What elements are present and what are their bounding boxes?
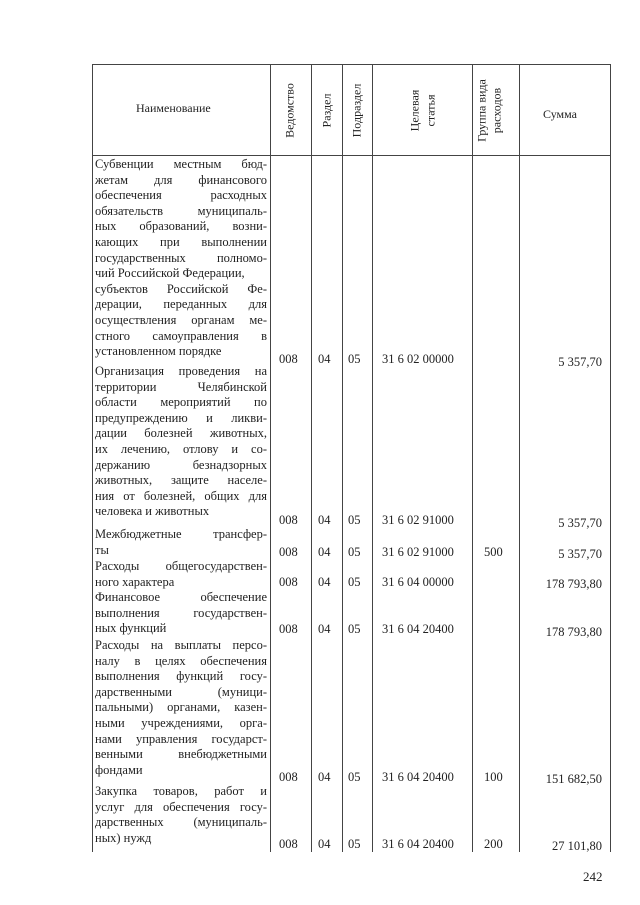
header-group-line1: Группа вида bbox=[474, 79, 489, 142]
row-section: 04 bbox=[318, 622, 331, 636]
name-line: стного самоуправления в bbox=[95, 328, 267, 343]
col-border-left bbox=[92, 64, 93, 852]
name-line: чий Российской Федерации, bbox=[95, 266, 245, 281]
header-name: Наименование bbox=[136, 101, 211, 115]
name-line: дации болезней животных, bbox=[95, 426, 267, 441]
row-group: 100 bbox=[484, 770, 503, 784]
row-dept: 008 bbox=[279, 545, 298, 559]
row-dept: 008 bbox=[279, 575, 298, 589]
row-dept: 008 bbox=[279, 837, 298, 851]
row-dept: 008 bbox=[279, 513, 298, 527]
name-line: области мероприятий по bbox=[95, 395, 267, 410]
row-section: 04 bbox=[318, 575, 331, 589]
row-section: 04 bbox=[318, 352, 331, 366]
row-subsection: 05 bbox=[348, 545, 361, 559]
name-line: человека и животных bbox=[95, 504, 210, 519]
name-line: налу в целях обеспечения bbox=[95, 653, 267, 668]
col-border-section bbox=[342, 64, 343, 852]
name-line: выполнения государствен- bbox=[95, 605, 267, 620]
row-target: 31 6 04 00000 bbox=[382, 575, 454, 589]
name-line: дарственными (муници- bbox=[95, 684, 267, 699]
header-subsection: Подраздел bbox=[349, 83, 364, 138]
name-line: их лечению, отлову и со- bbox=[95, 441, 267, 456]
name-line: Закупка товаров, работ и bbox=[95, 784, 267, 798]
name-line: животных, защите населе- bbox=[95, 473, 267, 488]
row-group: 200 bbox=[484, 837, 503, 851]
row-group: 500 bbox=[484, 545, 503, 559]
name-line: держанию безнадзорных bbox=[95, 457, 267, 472]
row-name bbox=[95, 157, 267, 360]
name-line: установленном порядке bbox=[95, 344, 222, 359]
col-border-dept bbox=[311, 64, 312, 852]
col-border-name bbox=[270, 64, 271, 852]
name-line: обеспечения расходных bbox=[95, 188, 267, 203]
name-line: ных образований, возни- bbox=[95, 219, 267, 234]
col-border-subsection bbox=[372, 64, 373, 852]
row-name bbox=[95, 590, 267, 637]
row-target: 31 6 02 91000 bbox=[382, 513, 454, 527]
row-section: 04 bbox=[318, 513, 331, 527]
row-dept: 008 bbox=[279, 352, 298, 366]
name-line: ных функций bbox=[95, 621, 167, 636]
row-section: 04 bbox=[318, 770, 331, 784]
name-line: ными учреждениями, орга- bbox=[95, 715, 267, 730]
row-subsection: 05 bbox=[348, 837, 361, 851]
row-sum: 5 357,70 bbox=[558, 516, 602, 530]
row-target: 31 6 04 20400 bbox=[382, 622, 454, 636]
name-line: государственных полномо- bbox=[95, 250, 267, 265]
name-line: Расходы на выплаты персо- bbox=[95, 638, 267, 652]
name-line: осуществления органам ме- bbox=[95, 312, 267, 327]
row-subsection: 05 bbox=[348, 352, 361, 366]
col-border-group bbox=[519, 64, 520, 852]
col-border-target bbox=[472, 64, 473, 852]
name-line: дарственных (муниципаль- bbox=[95, 815, 267, 830]
name-line: Финансовое обеспечение bbox=[95, 590, 267, 604]
table-top-border bbox=[92, 64, 611, 65]
name-line: территории Челябинской bbox=[95, 379, 267, 394]
header-bottom-border bbox=[92, 155, 611, 156]
name-line: ных) нужд bbox=[95, 830, 152, 845]
name-line: дерации, переданных для bbox=[95, 297, 267, 312]
row-subsection: 05 bbox=[348, 513, 361, 527]
name-line: нами управления государст- bbox=[95, 731, 267, 746]
name-line: услуг для обеспечения госу- bbox=[95, 799, 267, 814]
header-dept: Ведомство bbox=[282, 83, 297, 138]
row-subsection: 05 bbox=[348, 575, 361, 589]
row-target: 31 6 02 91000 bbox=[382, 545, 454, 559]
header-target-line1: Целевая bbox=[407, 89, 422, 132]
name-line: пальными) органами, казен- bbox=[95, 700, 267, 715]
header-group-line2: расходов bbox=[489, 87, 504, 134]
row-subsection: 05 bbox=[348, 622, 361, 636]
name-line: Организация проведения на bbox=[95, 364, 267, 378]
name-line: венными внебюджетными bbox=[95, 747, 267, 762]
name-line: обязательств муниципаль- bbox=[95, 203, 267, 218]
page-number: 242 bbox=[583, 869, 603, 884]
name-line: выполнения функций госу- bbox=[95, 669, 267, 684]
row-dept: 008 bbox=[279, 770, 298, 784]
row-sum: 151 682,50 bbox=[545, 772, 602, 786]
row-sum: 5 357,70 bbox=[558, 355, 602, 369]
row-name bbox=[95, 527, 267, 558]
header-section: Раздел bbox=[319, 93, 334, 128]
row-sum: 5 357,70 bbox=[558, 547, 602, 561]
row-section: 04 bbox=[318, 545, 331, 559]
row-name bbox=[95, 559, 267, 590]
name-line: кающих при выполнении bbox=[95, 234, 267, 249]
row-dept: 008 bbox=[279, 622, 298, 636]
row-section: 04 bbox=[318, 837, 331, 851]
name-line: предупреждению и ликви- bbox=[95, 410, 267, 425]
name-line: фондами bbox=[95, 762, 143, 777]
name-line: ния от болезней, общих для bbox=[95, 488, 267, 503]
name-line: субъектов Российской Фе- bbox=[95, 281, 267, 296]
name-line: Расходы общегосударствен- bbox=[95, 559, 267, 573]
col-border-right bbox=[610, 64, 611, 852]
row-sum: 178 793,80 bbox=[545, 625, 602, 639]
row-sum: 178 793,80 bbox=[545, 577, 602, 591]
row-target: 31 6 04 20400 bbox=[382, 837, 454, 851]
name-line: ного характера bbox=[95, 574, 175, 589]
row-name bbox=[95, 784, 267, 846]
name-line: ты bbox=[95, 542, 109, 557]
row-subsection: 05 bbox=[348, 770, 361, 784]
header-sum: Сумма bbox=[543, 107, 577, 121]
row-target: 31 6 02 00000 bbox=[382, 352, 454, 366]
header-target-line2: статья bbox=[423, 94, 438, 127]
row-name bbox=[95, 364, 267, 520]
name-line: Субвенции местным бюд- bbox=[95, 157, 267, 171]
row-name bbox=[95, 638, 267, 778]
row-sum: 27 101,80 bbox=[552, 839, 602, 853]
row-target: 31 6 04 20400 bbox=[382, 770, 454, 784]
name-line: жетам для финансового bbox=[95, 172, 267, 187]
name-line: Межбюджетные трансфер- bbox=[95, 527, 267, 541]
